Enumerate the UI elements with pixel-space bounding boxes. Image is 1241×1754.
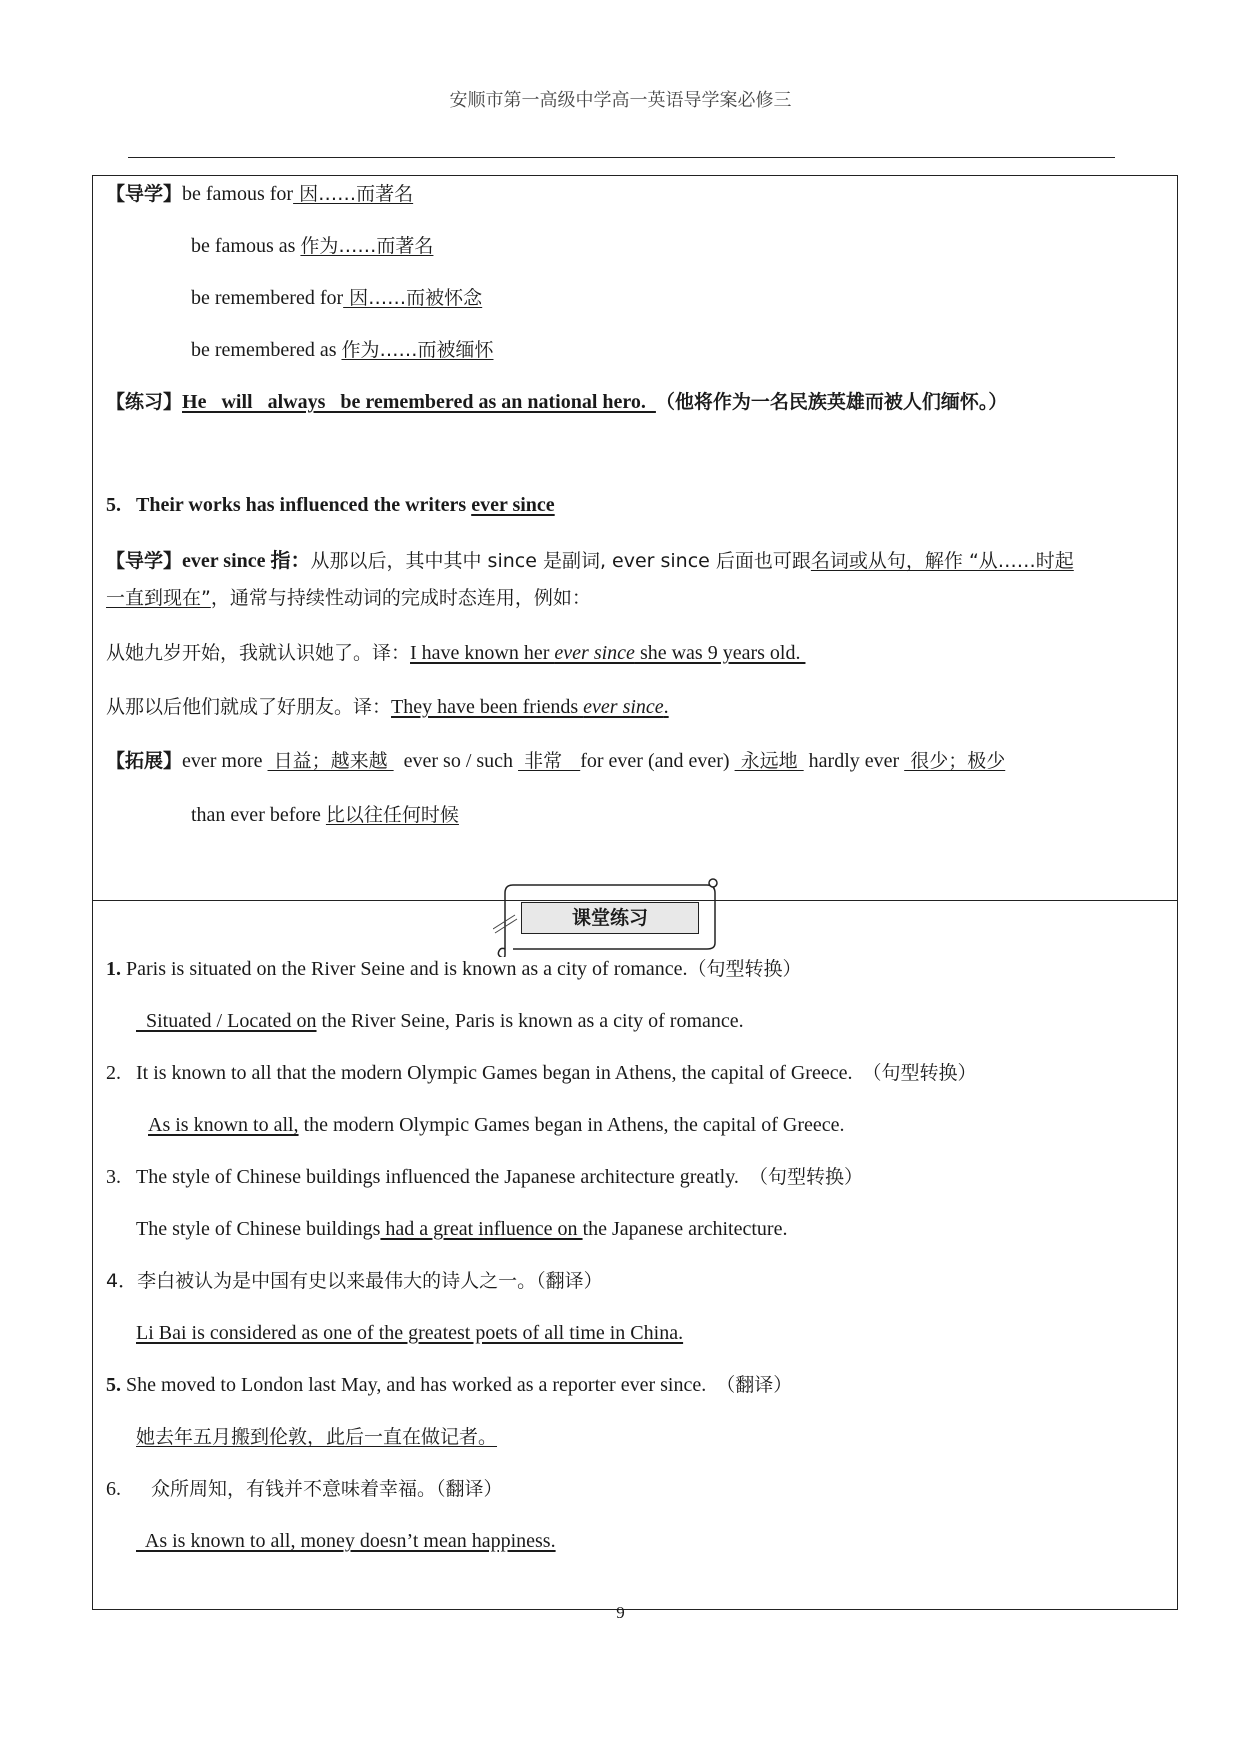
exercise-2-question: 2. It is known to all that the modern Olympic Games began in Athens, the capital of Greece. （句型转换） <box>106 1062 977 1084</box>
guide-line-4: be remembered as 作为……而被缅怀 <box>191 339 494 361</box>
exercise-1-question: 1. Paris is situated on the River Seine and is known as a city of romance.（句型转换） <box>106 958 802 980</box>
exercise-1-answer: Situated / Located on the River Seine, Paris is known as a city of romance. <box>136 1010 744 1032</box>
example-1: 从她九岁开始，我就认识她了。译：I have known her ever since she was 9 years old. <box>106 642 806 664</box>
practice-line: 【练习】He will always be remembered as an national hero. （他将作为一名民族英雄而被人们缅怀。） <box>106 391 1008 413</box>
classroom-practice-banner <box>493 877 723 957</box>
guide-line-1: 【导学】be famous for 因……而著名 <box>106 183 414 205</box>
exercise-4-question: 4．李白被认为是中国有史以来最伟大的诗人之一。（翻译） <box>106 1270 603 1292</box>
ever-since-guide-line-1: 【导学】ever since 指：从那以后，其中其中 since 是副词, ever since 后面也可跟名词或从句，解作 “从……时起 <box>106 550 1074 572</box>
extend-line-1: 【拓展】ever more 日益；越来越 ever so / such 非常 for ever (and ever) 永远地 hardly ever 很少；极少 <box>106 750 1006 772</box>
exercise-2-answer: As is known to all, the modern Olympic Games began in Athens, the capital of Greece. <box>148 1114 845 1136</box>
banner-label: 课堂练习 <box>521 902 699 934</box>
exercise-5-question: 5. She moved to London last May, and has worked as a reporter ever since. （翻译） <box>106 1374 793 1396</box>
exercise-5-answer: 她去年五月搬到伦敦，此后一直在做记者。 <box>136 1426 498 1448</box>
ever-since-guide-line-2: 一直到现在”，通常与持续性动词的完成时态连用，例如： <box>106 587 591 609</box>
guide-line-2: be famous as 作为……而著名 <box>191 235 434 257</box>
extend-line-2: than ever before 比以往任何时候 <box>191 804 459 826</box>
page-header: 安顺市第一高级中学高一英语导学案必修三 <box>449 90 792 111</box>
exercise-3-answer: The style of Chinese buildings had a great influence on the Japanese architecture. <box>136 1218 788 1240</box>
item-5-heading: 5. Their works has influenced the writers ever since <box>106 494 555 516</box>
header-rule <box>128 157 1115 158</box>
exercise-4-answer: Li Bai is considered as one of the greatest poets of all time in China. <box>136 1322 684 1344</box>
exercise-6-question: 6. 众所周知，有钱并不意味着幸福。（翻译） <box>106 1478 503 1500</box>
exercise-6-answer: As is known to all, money doesn’t mean happiness. <box>136 1530 556 1552</box>
guide-line-3: be remembered for 因……而被怀念 <box>191 287 483 309</box>
example-2: 从那以后他们就成了好朋友。译：They have been friends ever since. <box>106 696 669 718</box>
page-number: 9 <box>616 1603 625 1622</box>
exercise-3-question: 3. The style of Chinese buildings influenced the Japanese architecture greatly. （句型转换） <box>106 1166 863 1188</box>
